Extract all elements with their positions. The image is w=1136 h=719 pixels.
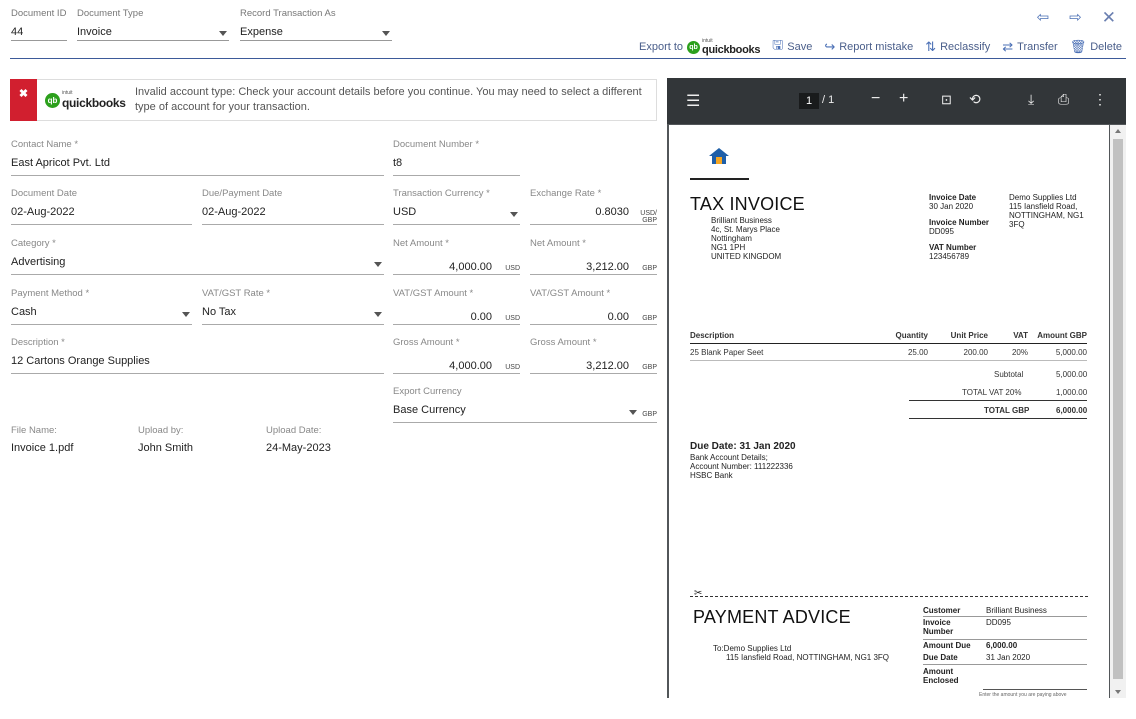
contact-name-input[interactable]: East Apricot Pvt. Ltd xyxy=(11,156,384,176)
exchange-rate-input[interactable]: 0.8030 USD/ GBP xyxy=(530,205,657,225)
rotate-icon[interactable]: ⟲ xyxy=(969,91,981,107)
document-date-field[interactable]: Document Date 02-Aug-2022 xyxy=(11,188,192,225)
chevron-down-icon xyxy=(629,410,637,415)
record-as-field[interactable] xyxy=(240,8,392,41)
gross-amount-field[interactable]: Gross Amount * 4,000.00 USD xyxy=(393,337,520,372)
chevron-down-icon xyxy=(374,262,382,267)
company-logo xyxy=(708,147,730,165)
record-as-label: Record Transaction As xyxy=(240,8,336,19)
delete-button[interactable]: 🗑 Delete xyxy=(1069,39,1122,54)
export-quickbooks-button[interactable] xyxy=(639,39,760,56)
document-type-field[interactable] xyxy=(77,8,229,41)
pa-divider-3 xyxy=(923,664,1087,665)
category-select[interactable]: Advertising xyxy=(11,255,384,275)
quickbooks-logo: qb intuit quickbooks xyxy=(687,39,760,56)
payment-advice-title: PAYMENT ADVICE xyxy=(693,607,851,627)
vat-amount-input[interactable]: 0.00 USD xyxy=(393,305,520,325)
error-banner xyxy=(10,79,657,121)
vat-amount-gbp-field[interactable]: VAT/GST Amount * 0.00 GBP xyxy=(530,288,657,323)
payment-method-field[interactable]: Payment Method * Cash xyxy=(11,288,192,325)
net-amount-input[interactable]: 4,000.00 USD xyxy=(393,255,520,275)
scissors-icon: ✂ xyxy=(694,588,703,599)
subtotal-value: 5,000.00 xyxy=(1056,370,1088,379)
document-number-input[interactable]: t8 xyxy=(393,156,520,176)
invoice-from-address: Demo Supplies Ltd 115 Iansfield Road, NOTTINGHAM, NG1 3FQ xyxy=(1009,193,1084,229)
export-label: Export to xyxy=(639,41,684,53)
pdf-viewer xyxy=(667,78,1126,698)
net-amount-field[interactable]: Net Amount * 4,000.00 USD xyxy=(393,238,520,273)
due-date-input[interactable]: 02-Aug-2022 xyxy=(202,205,384,225)
invoice-items-table xyxy=(690,331,1087,361)
quickbooks-logo: qb intuit quickbooks xyxy=(45,91,127,110)
vat-amount-gbp-input[interactable]: 0.00 GBP xyxy=(530,305,657,325)
error-icon[interactable]: ✖ xyxy=(10,79,37,121)
scrollbar-thumb[interactable] xyxy=(1113,139,1123,679)
net-amount-gbp-field[interactable]: Net Amount * 3,212.00 GBP xyxy=(530,238,657,273)
quickbooks-icon: qb xyxy=(687,41,700,54)
pa-values: Brilliant Business DD095 6,000.00 31 Jan 2020 xyxy=(986,606,1047,662)
totals-divider xyxy=(909,400,1087,401)
trash-icon: 🗑 xyxy=(1069,39,1087,54)
due-date-field[interactable]: Due/Payment Date 02-Aug-2022 xyxy=(202,188,384,225)
report-icon: ↪ xyxy=(824,39,836,54)
chevron-down-icon xyxy=(382,31,390,36)
pa-divider-2 xyxy=(923,639,1087,640)
transfer-button[interactable]: ⇄ Transfer xyxy=(1002,39,1058,54)
document-type-value: Invoice xyxy=(77,26,112,38)
pdf-toolbar xyxy=(667,78,1126,124)
document-id-field[interactable] xyxy=(11,8,67,41)
vat-amount-field[interactable]: VAT/GST Amount * 0.00 USD xyxy=(393,288,520,323)
chevron-down-icon xyxy=(182,312,190,317)
document-date-input[interactable]: 02-Aug-2022 xyxy=(11,205,192,225)
upload-date-value: 24-May-2023 xyxy=(266,442,331,454)
vat-rate-field[interactable]: VAT/GST Rate * No Tax xyxy=(202,288,384,325)
exchange-rate-unit: USD/ GBP xyxy=(640,210,657,224)
file-name-value: Invoice 1.pdf xyxy=(11,442,74,454)
table-row: 25 Blank Paper Seet 25.00 200.00 20% 5,000.00 xyxy=(690,344,1087,361)
upload-by-info: Upload by: John Smith xyxy=(138,425,194,454)
chevron-down-icon xyxy=(510,212,518,217)
page-number-input[interactable]: 1 xyxy=(799,93,819,109)
payment-advice-to: To:Demo Supplies Ltd 115 Iansfield Road, NOTTINGHAM, NG1 3FQ xyxy=(713,644,890,662)
more-options-icon[interactable]: ⋮ xyxy=(1093,91,1107,107)
gross-amount-gbp-field[interactable]: Gross Amount * 3,212.00 GBP xyxy=(530,337,657,372)
category-field[interactable]: Category * Advertising xyxy=(11,238,384,275)
net-amount-gbp-input[interactable]: 3,212.00 GBP xyxy=(530,255,657,275)
error-message: Invalid account type: Check your account details before you continue. You may need to select a different type of account for your transaction. xyxy=(135,86,642,113)
document-type-label: Document Type xyxy=(77,8,144,19)
document-type-select[interactable] xyxy=(77,25,229,41)
amount-enclosed-note: Enter the amount you are paying above xyxy=(979,692,1067,698)
scroll-up-icon[interactable] xyxy=(1115,129,1121,133)
save-button[interactable]: 🖫 Save xyxy=(772,36,812,58)
totals-divider-bottom xyxy=(909,418,1087,419)
invoice-to-address: Brilliant Business 4c, St. Marys Place Nottingham NG1 1PH UNITED KINGDOM xyxy=(711,216,782,261)
upload-by-value: John Smith xyxy=(138,442,194,454)
reclassify-button[interactable]: ⇅ Reclassify xyxy=(925,39,991,54)
subtotal-label: Subtotal xyxy=(994,370,1024,379)
total-value: 6,000.00 xyxy=(1056,406,1088,415)
export-currency-select[interactable]: Base Currency GBP xyxy=(393,403,657,423)
description-input[interactable]: 12 Cartons Orange Supplies xyxy=(11,354,384,374)
header-divider xyxy=(10,58,1126,59)
amount-enclosed-line xyxy=(983,689,1087,690)
quickbooks-icon: qb xyxy=(45,93,60,108)
gross-amount-gbp-input[interactable]: 3,212.00 GBP xyxy=(530,354,657,374)
save-icon: 🖫 xyxy=(772,37,784,52)
file-name-info: File Name: Invoice 1.pdf xyxy=(11,425,74,454)
next-document-icon[interactable]: ⇨ xyxy=(1069,9,1082,26)
exchange-rate-field[interactable]: Exchange Rate * 0.8030 USD/ GBP xyxy=(530,188,657,224)
zoom-in-icon[interactable]: + xyxy=(899,90,909,107)
page-total: / 1 xyxy=(822,94,835,106)
document-id-input[interactable]: 44 xyxy=(11,25,67,41)
transfer-icon: ⇄ xyxy=(1002,39,1014,54)
report-mistake-button[interactable]: ↪ Report mistake xyxy=(824,39,914,54)
chevron-down-icon xyxy=(374,312,382,317)
scroll-down-icon[interactable] xyxy=(1115,690,1121,694)
chevron-down-icon xyxy=(219,31,227,36)
table-header: Description Quantity Unit Price VAT Amount GBP xyxy=(690,331,1087,344)
fit-page-icon[interactable]: ⊡ xyxy=(941,92,952,107)
total-label: TOTAL GBP xyxy=(984,406,1030,415)
total-vat-value: 1,000.00 xyxy=(1056,388,1088,397)
menu-icon[interactable]: ☰ xyxy=(686,93,701,110)
bank-details: Bank Account Details; Account Number: 111222336 HSBC Bank xyxy=(690,453,793,480)
pa-divider-1 xyxy=(923,616,1087,617)
due-date-heading: Due Date: 31 Jan 2020 xyxy=(690,441,796,452)
pdf-page xyxy=(669,125,1109,698)
reclassify-icon: ⇅ xyxy=(925,39,937,54)
invoice-meta: Invoice Date 30 Jan 2020 Invoice Number DD095 VAT Number 123456789 xyxy=(929,193,990,261)
download-icon[interactable]: ⤓ xyxy=(1028,91,1035,107)
previous-document-icon[interactable]: ⇦ xyxy=(1036,9,1050,26)
logo-underline xyxy=(690,178,749,180)
gross-amount-input[interactable]: 4,000.00 USD xyxy=(393,354,520,374)
record-as-select[interactable] xyxy=(240,25,392,41)
document-navigation xyxy=(1037,10,1116,26)
transaction-currency-select[interactable]: USD xyxy=(393,205,520,225)
transaction-currency-field[interactable]: Transaction Currency * USD xyxy=(393,188,520,225)
export-currency-field[interactable]: Export Currency Base Currency GBP xyxy=(393,386,657,423)
pdf-scrollbar[interactable] xyxy=(1110,125,1126,698)
payment-method-select[interactable]: Cash xyxy=(11,305,192,325)
document-number-field[interactable]: Document Number * t8 xyxy=(393,139,520,176)
print-icon[interactable]: ⎙ xyxy=(1058,91,1070,107)
total-vat-label: TOTAL VAT 20% xyxy=(962,388,1022,397)
upload-date-info: Upload Date: 24-May-2023 xyxy=(266,425,331,454)
description-field[interactable]: Description * 12 Cartons Orange Supplies xyxy=(11,337,384,374)
cut-line xyxy=(690,596,1088,597)
zoom-out-icon[interactable]: − xyxy=(871,90,881,107)
invoice-title: TAX INVOICE xyxy=(690,194,805,214)
close-icon[interactable]: ✕ xyxy=(1101,8,1116,27)
contact-name-field[interactable]: Contact Name * East Apricot Pvt. Ltd xyxy=(11,139,384,176)
pa-labels: Customer Invoice Number Amount Due Due Date Amount Enclosed xyxy=(923,606,971,685)
record-as-value: Expense xyxy=(240,26,283,38)
vat-rate-select[interactable]: No Tax xyxy=(202,305,384,325)
action-toolbar xyxy=(639,36,1122,58)
document-id-label: Document ID xyxy=(11,8,67,19)
